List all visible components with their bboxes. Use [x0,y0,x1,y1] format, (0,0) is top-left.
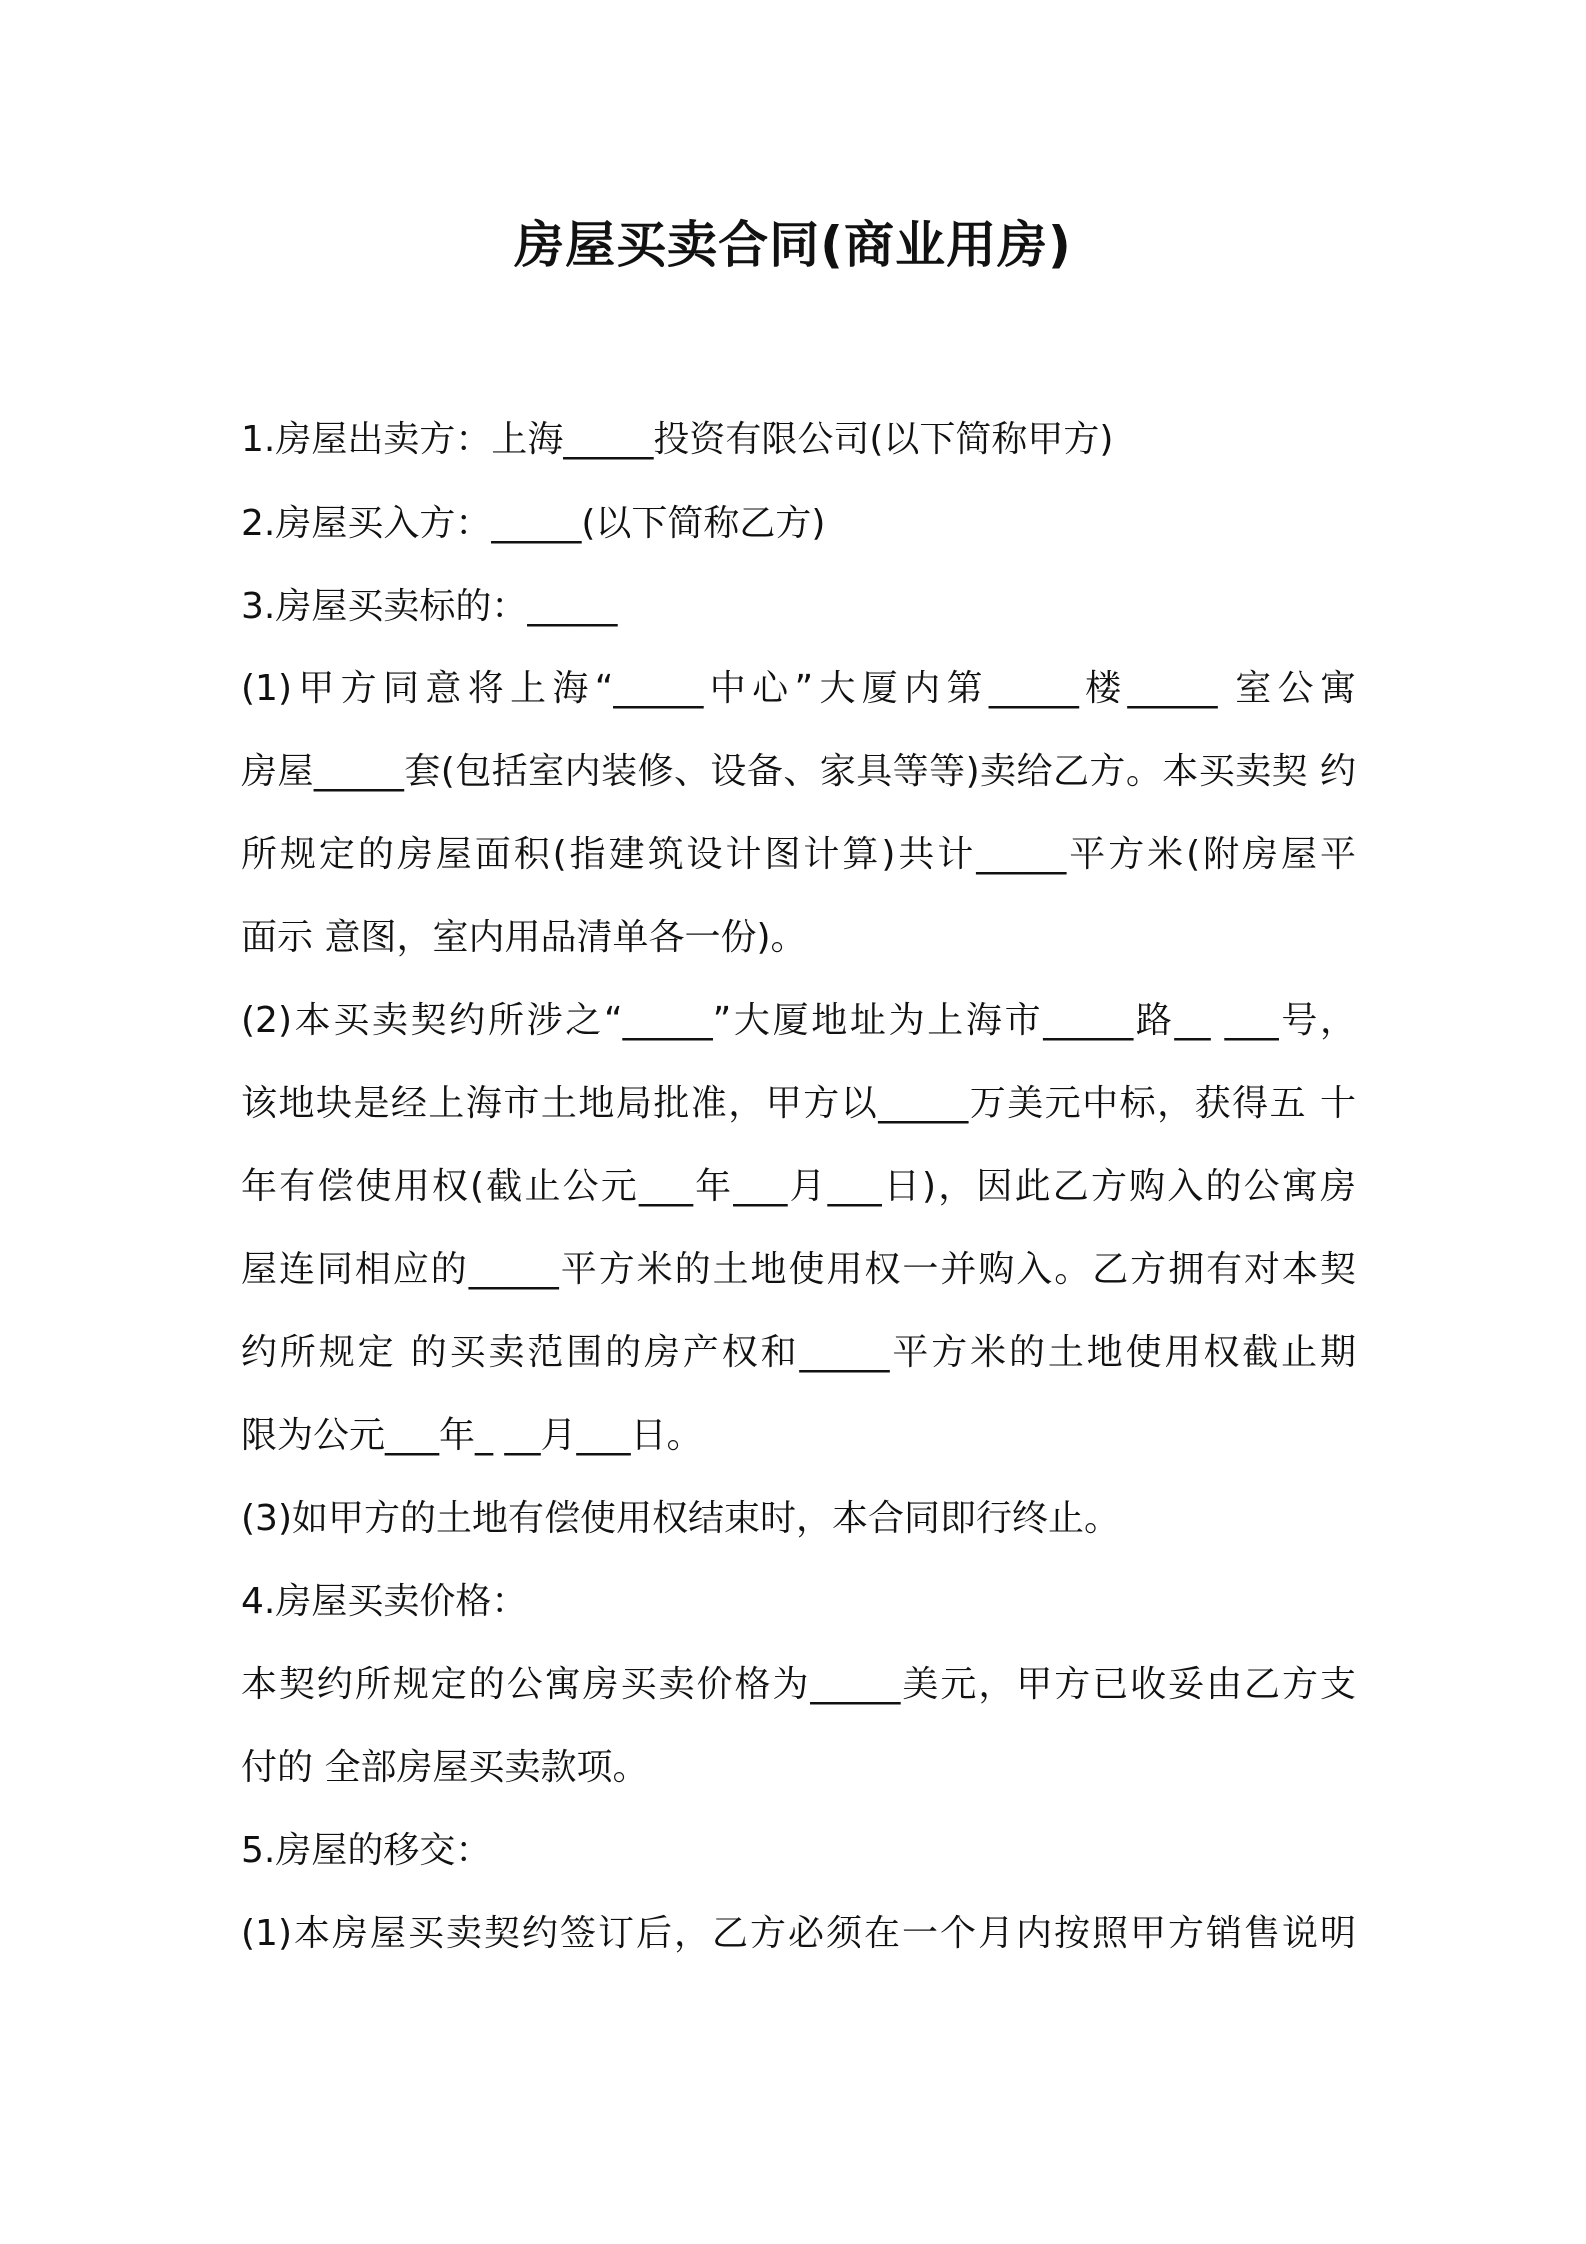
clause-paragraph-line: 该地块是经上海市土地局批准，甲方以_____万美元中标，获得五 十 [241,1083,1356,1124]
clause-paragraph-line: (3)如甲方的土地有偿使用权结束时，本合同即行终止。 [241,1498,1120,1539]
clause-price-heading: 4.房屋买卖价格： [241,1581,528,1622]
clause-paragraph-line: 房屋_____套(包括室内装修、设备、家具等等)卖给乙方。本买卖契 约 [241,751,1356,792]
clause-paragraph-line: 年有偿使用权(截止公元___年___月___日)，因此乙方购入的公寓房 [241,1166,1356,1207]
clause-paragraph-line: 面示 意图，室内用品清单各一份)。 [241,917,807,958]
clause-subject: 3.房屋买卖标的：_____ [241,586,618,627]
clause-seller: 1.房屋出卖方：上海_____投资有限公司(以下简称甲方) [241,419,1114,460]
clause-handover-heading: 5.房屋的移交： [241,1830,492,1871]
clause-paragraph-line: (2)本买卖契约所涉之“_____”大厦地址为上海市_____路__ ___号， [241,1000,1356,1041]
clause-paragraph-line: 本契约所规定的公寓房买卖价格为_____美元，甲方已收妥由乙方支 [241,1664,1356,1705]
clause-paragraph-line: (1)甲方同意将上海“_____中心”大厦内第_____楼_____ 室公寓 [241,668,1356,709]
clause-paragraph-line: (1)本房屋买卖契约签订后，乙方必须在一个月内按照甲方销售说明 [241,1913,1356,1954]
clause-paragraph-line: 付的 全部房屋买卖款项。 [241,1747,649,1788]
clause-paragraph-line: 约所规定 的买卖范围的房产权和_____平方米的土地使用权截止期 [241,1332,1356,1373]
clause-paragraph-line: 屋连同相应的_____平方米的土地使用权一并购入。乙方拥有对本契 [241,1249,1356,1290]
clause-paragraph-line: 所规定的房屋面积(指建筑设计图计算)共计_____平方米(附房屋平 [241,834,1356,875]
clause-buyer: 2.房屋买入方：_____(以下简称乙方) [241,503,826,544]
clause-paragraph-line: 限为公元___年_ __月___日。 [241,1415,703,1456]
document-title: 房屋买卖合同(商业用房) [514,216,1072,274]
